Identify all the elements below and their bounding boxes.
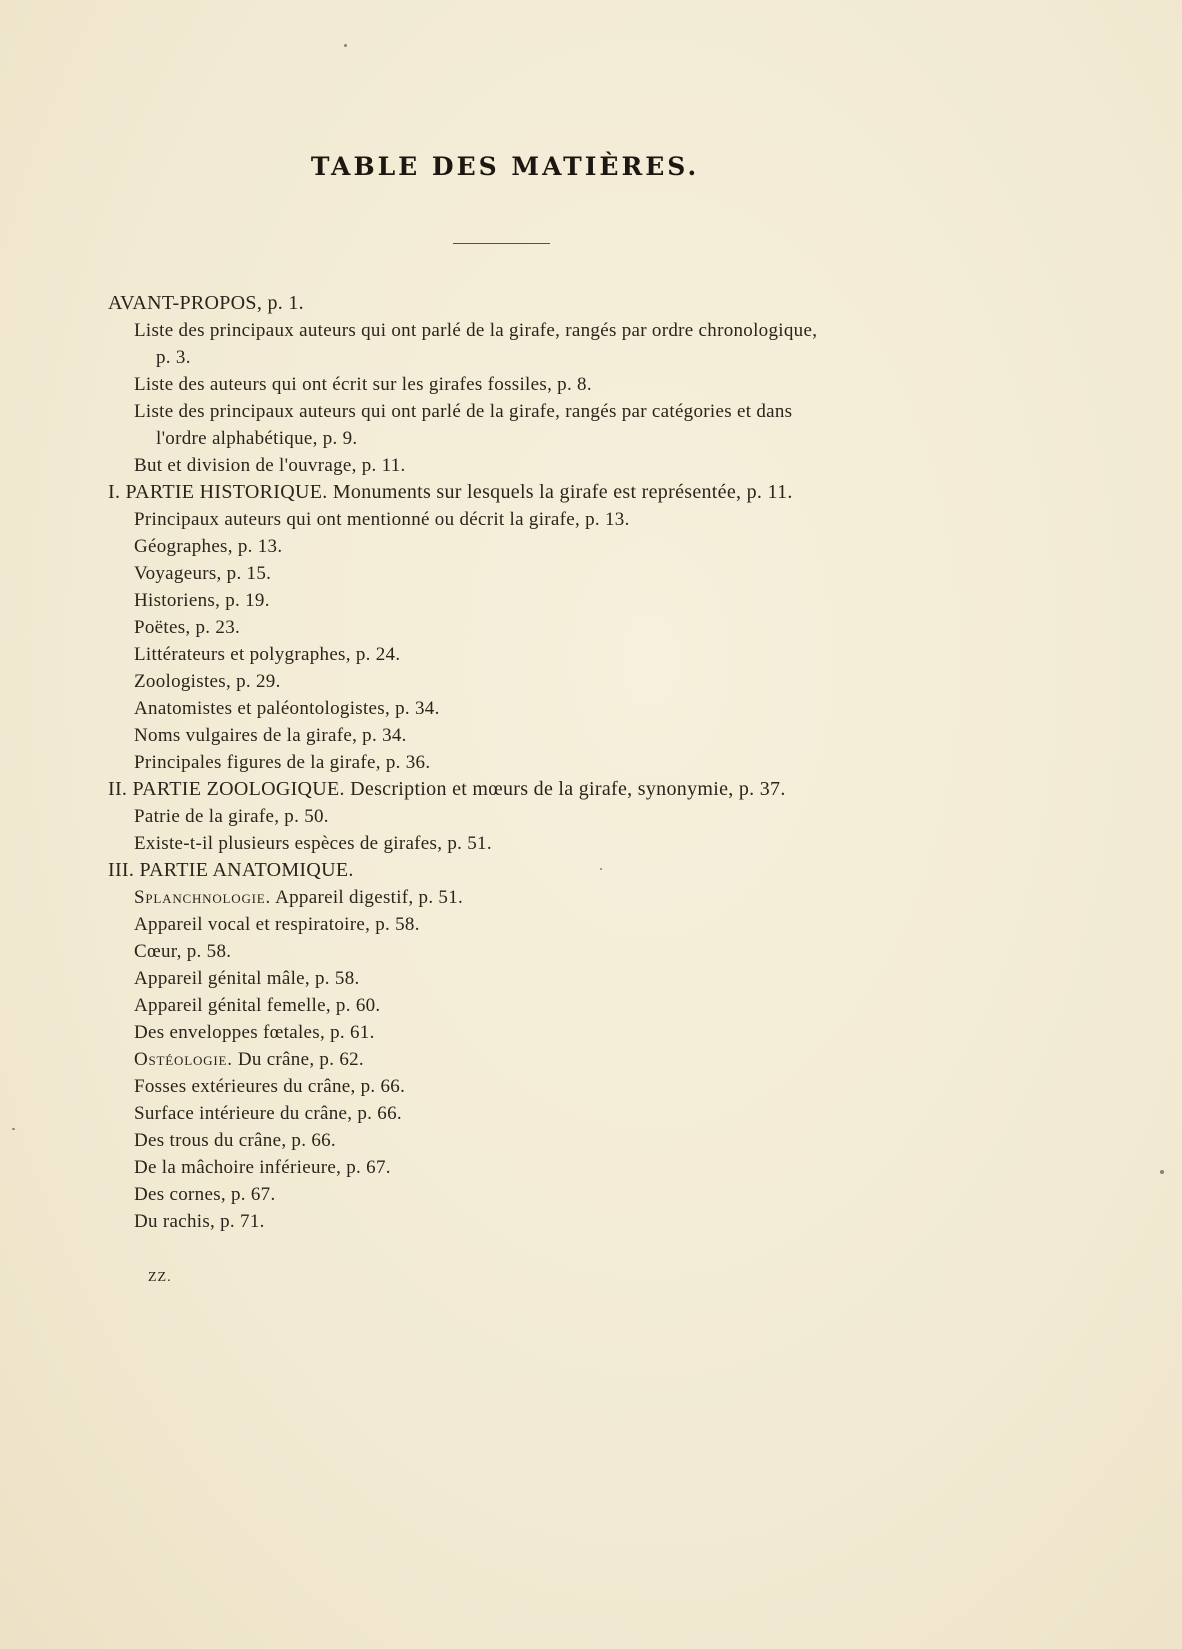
toc-entry: p. 3.	[156, 347, 191, 368]
toc-entry: Liste des auteurs qui ont écrit sur les girafes fossiles, p. 8.	[134, 374, 592, 395]
paper-speck	[344, 44, 347, 47]
toc-entry: Existe-t-il plusieurs espèces de girafes, p. 51.	[134, 833, 492, 854]
toc-entry: Géographes, p. 13.	[134, 536, 283, 557]
toc-entry: III. PARTIE ANATOMIQUE.	[108, 859, 354, 881]
toc-entry	[134, 884, 463, 911]
entry-text: Appareil digestif, p. 51.	[275, 887, 464, 908]
toc-entry: II. PARTIE ZOOLOGIQUE. Description et mœurs de la girafe, synonymie, p. 37.	[108, 778, 786, 800]
toc-entry: Liste des principaux auteurs qui ont parlé de la girafe, rangés par catégories et dans	[134, 401, 793, 422]
toc-entry: Voyageurs, p. 15.	[134, 563, 272, 584]
toc-entry: De la mâchoire inférieure, p. 67.	[134, 1157, 391, 1178]
toc-entry: Zoologistes, p. 29.	[134, 671, 281, 692]
entry-text: Du crâne, p. 62.	[237, 1049, 364, 1070]
toc-entry: Des cornes, p. 67.	[134, 1184, 276, 1205]
signature-mark: ZZ.	[148, 1270, 172, 1285]
paper-speck	[600, 868, 602, 870]
toc-entry: Des trous du crâne, p. 66.	[134, 1130, 336, 1151]
toc-entry	[134, 1046, 364, 1073]
toc-entry: Fosses extérieures du crâne, p. 66.	[134, 1076, 406, 1097]
paper-speck	[1160, 1170, 1164, 1174]
toc-entry: Principales figures de la girafe, p. 36.	[134, 752, 431, 773]
toc-entry: l'ordre alphabétique, p. 9.	[156, 428, 358, 449]
toc-entry: Des enveloppes fœtales, p. 61.	[134, 1022, 375, 1043]
toc-entry: Liste des principaux auteurs qui ont parlé de la girafe, rangés par ordre chronologique,	[134, 320, 818, 341]
page-title: TABLE DES MATIÈRES.	[310, 152, 700, 181]
toc-entry: Patrie de la girafe, p. 50.	[134, 806, 329, 827]
toc-entry: Principaux auteurs qui ont mentionné ou décrit la girafe, p. 13.	[134, 509, 630, 530]
toc-entry: Noms vulgaires de la girafe, p. 34.	[134, 725, 407, 746]
toc-entry: Du rachis, p. 71.	[134, 1211, 265, 1232]
toc-entry: Littérateurs et polygraphes, p. 24.	[134, 644, 401, 665]
toc-entry: Appareil vocal et respiratoire, p. 58.	[134, 914, 420, 935]
toc-entry: But et division de l'ouvrage, p. 11.	[134, 455, 406, 476]
toc-entry: Surface intérieure du crâne, p. 66.	[134, 1103, 402, 1124]
toc-entry: Appareil génital femelle, p. 60.	[134, 995, 381, 1016]
toc-entry: Cœur, p. 58.	[134, 941, 232, 962]
toc-entry: Appareil génital mâle, p. 58.	[134, 968, 360, 989]
toc-entry: Anatomistes et paléontologistes, p. 34.	[134, 698, 440, 719]
section-label: Splanchnologie.	[134, 887, 272, 908]
section-label: Ostéologie.	[134, 1049, 233, 1070]
title-rule	[453, 243, 550, 244]
toc-entry: AVANT-PROPOS, p. 1.	[108, 292, 304, 314]
toc-entry: Poëtes, p. 23.	[134, 617, 241, 638]
toc-entry: Historiens, p. 19.	[134, 590, 270, 611]
toc-entry: I. PARTIE HISTORIQUE. Monuments sur lesquels la girafe est représentée, p. 11.	[108, 481, 793, 503]
paper-speck	[12, 1128, 15, 1130]
